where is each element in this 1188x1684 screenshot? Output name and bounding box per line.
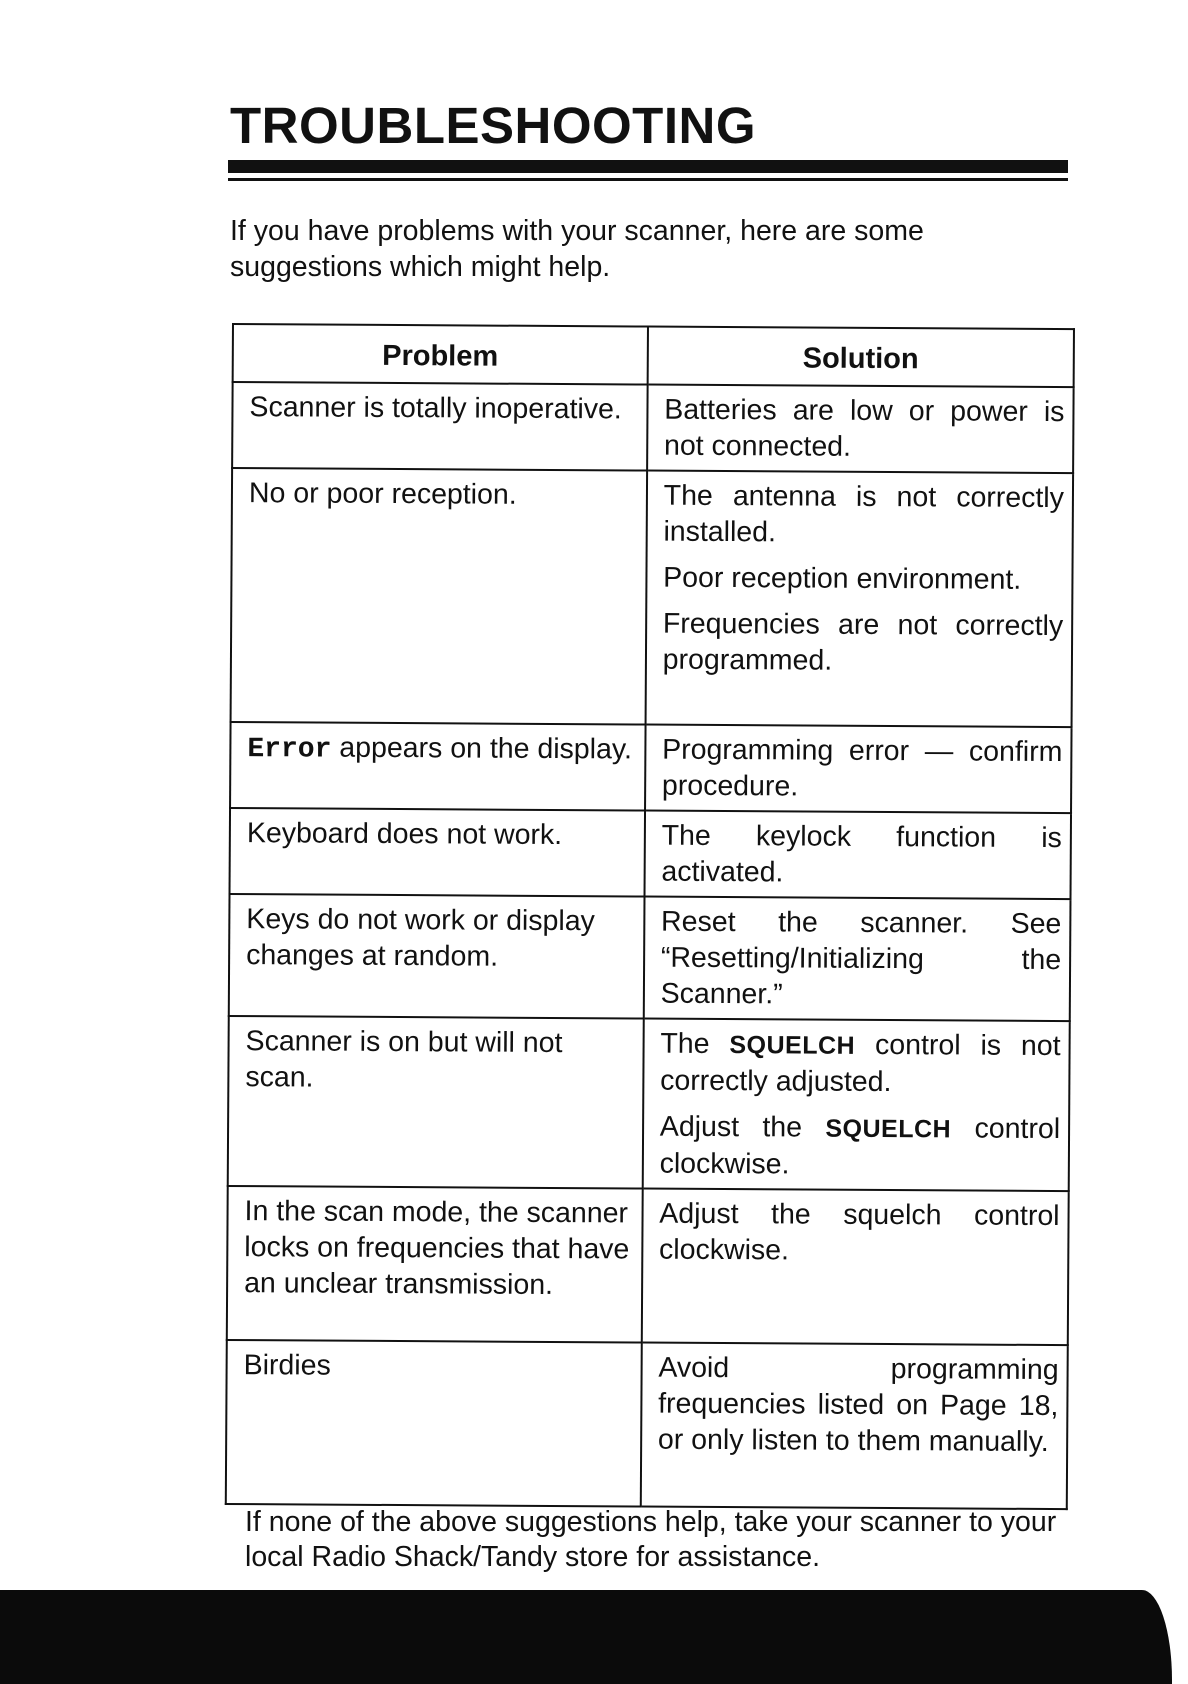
- problem-cell: Birdies: [226, 1340, 642, 1507]
- footer-bar: [0, 1590, 1172, 1684]
- table-row: [229, 894, 1071, 1021]
- page-title: TROUBLESHOOTING: [230, 97, 756, 154]
- table-row: [230, 722, 1072, 813]
- solution-text: Programming error — confirm procedure.: [661, 733, 1063, 803]
- table-row: [231, 468, 1074, 727]
- solution-cell: [645, 725, 1072, 814]
- table-row: [228, 1016, 1070, 1191]
- squelch-keyword: SQUELCH: [729, 1031, 856, 1060]
- problem-cell: Scanner is totally inoperative.: [232, 382, 647, 471]
- solution-cell: [644, 897, 1071, 1022]
- solution-cell: [647, 385, 1074, 474]
- title-rule-thick: [228, 160, 1068, 173]
- problem-cell: No or poor reception.: [231, 468, 647, 725]
- header-problem: Problem: [233, 324, 648, 385]
- problem-cell: Keys do not work or display changes at random.: [229, 894, 645, 1019]
- outro-paragraph: If none of the above suggestions help, take your scanner to your local Radio Shack/Tandy store for assistance.: [245, 1506, 1057, 1573]
- solution-text: The keylock function is activated.: [661, 819, 1062, 889]
- problem-cell: Keyboard does not work.: [230, 808, 645, 897]
- solution-text: Reset the scanner. See “Resetting/Initializing the Scanner.”: [660, 905, 1062, 1011]
- solution-text: Poor reception environment.: [663, 561, 1022, 596]
- solution-cell: [642, 1189, 1069, 1346]
- problem-cell: [230, 722, 645, 811]
- solution-text: The antenna is not correctly installed.: [663, 479, 1065, 549]
- solution-text: Batteries are low or power is not connected.: [663, 393, 1065, 463]
- title-rule-thin: [228, 178, 1068, 181]
- solution-text: [660, 1026, 1061, 1101]
- solution-text-part: Adjust the: [659, 1110, 826, 1144]
- table-header-row: [233, 324, 1074, 387]
- solution-cell: [644, 811, 1071, 900]
- solution-cell: [645, 471, 1073, 728]
- solution-cell: [642, 1019, 1069, 1192]
- solution-text: Avoid programming frequencies listed on Page 18, or only listen to them manually.: [657, 1351, 1059, 1459]
- solution-text-part: The: [660, 1027, 730, 1061]
- solution-cell: [641, 1343, 1068, 1510]
- squelch-keyword: SQUELCH: [825, 1114, 952, 1144]
- solution-text: Adjust the squelch control clockwise.: [659, 1197, 1060, 1267]
- solution-text: Frequencies are not correctly programmed.: [662, 607, 1064, 677]
- problem-cell: In the scan mode, the scanner locks on frequencies that have an unclear transmission.: [227, 1186, 643, 1343]
- table-row: [232, 382, 1074, 473]
- problem-text: appears on the display.: [331, 731, 633, 766]
- troubleshooting-table: [225, 323, 1075, 1510]
- header-solution: Solution: [647, 327, 1074, 388]
- table-row: [230, 808, 1072, 899]
- solution-text: [660, 1109, 1061, 1184]
- table-row: [227, 1186, 1069, 1345]
- table-row: [226, 1340, 1068, 1509]
- error-display-text: Error: [247, 734, 332, 766]
- problem-cell: Scanner is on but will not scan.: [228, 1016, 644, 1189]
- solution-text-part: control clockwise.: [659, 1112, 1061, 1181]
- solution-text-part: control is not correctly adjusted.: [660, 1028, 1061, 1099]
- intro-paragraph: If you have problems with your scanner, here are some suggestions which might help.: [230, 215, 924, 283]
